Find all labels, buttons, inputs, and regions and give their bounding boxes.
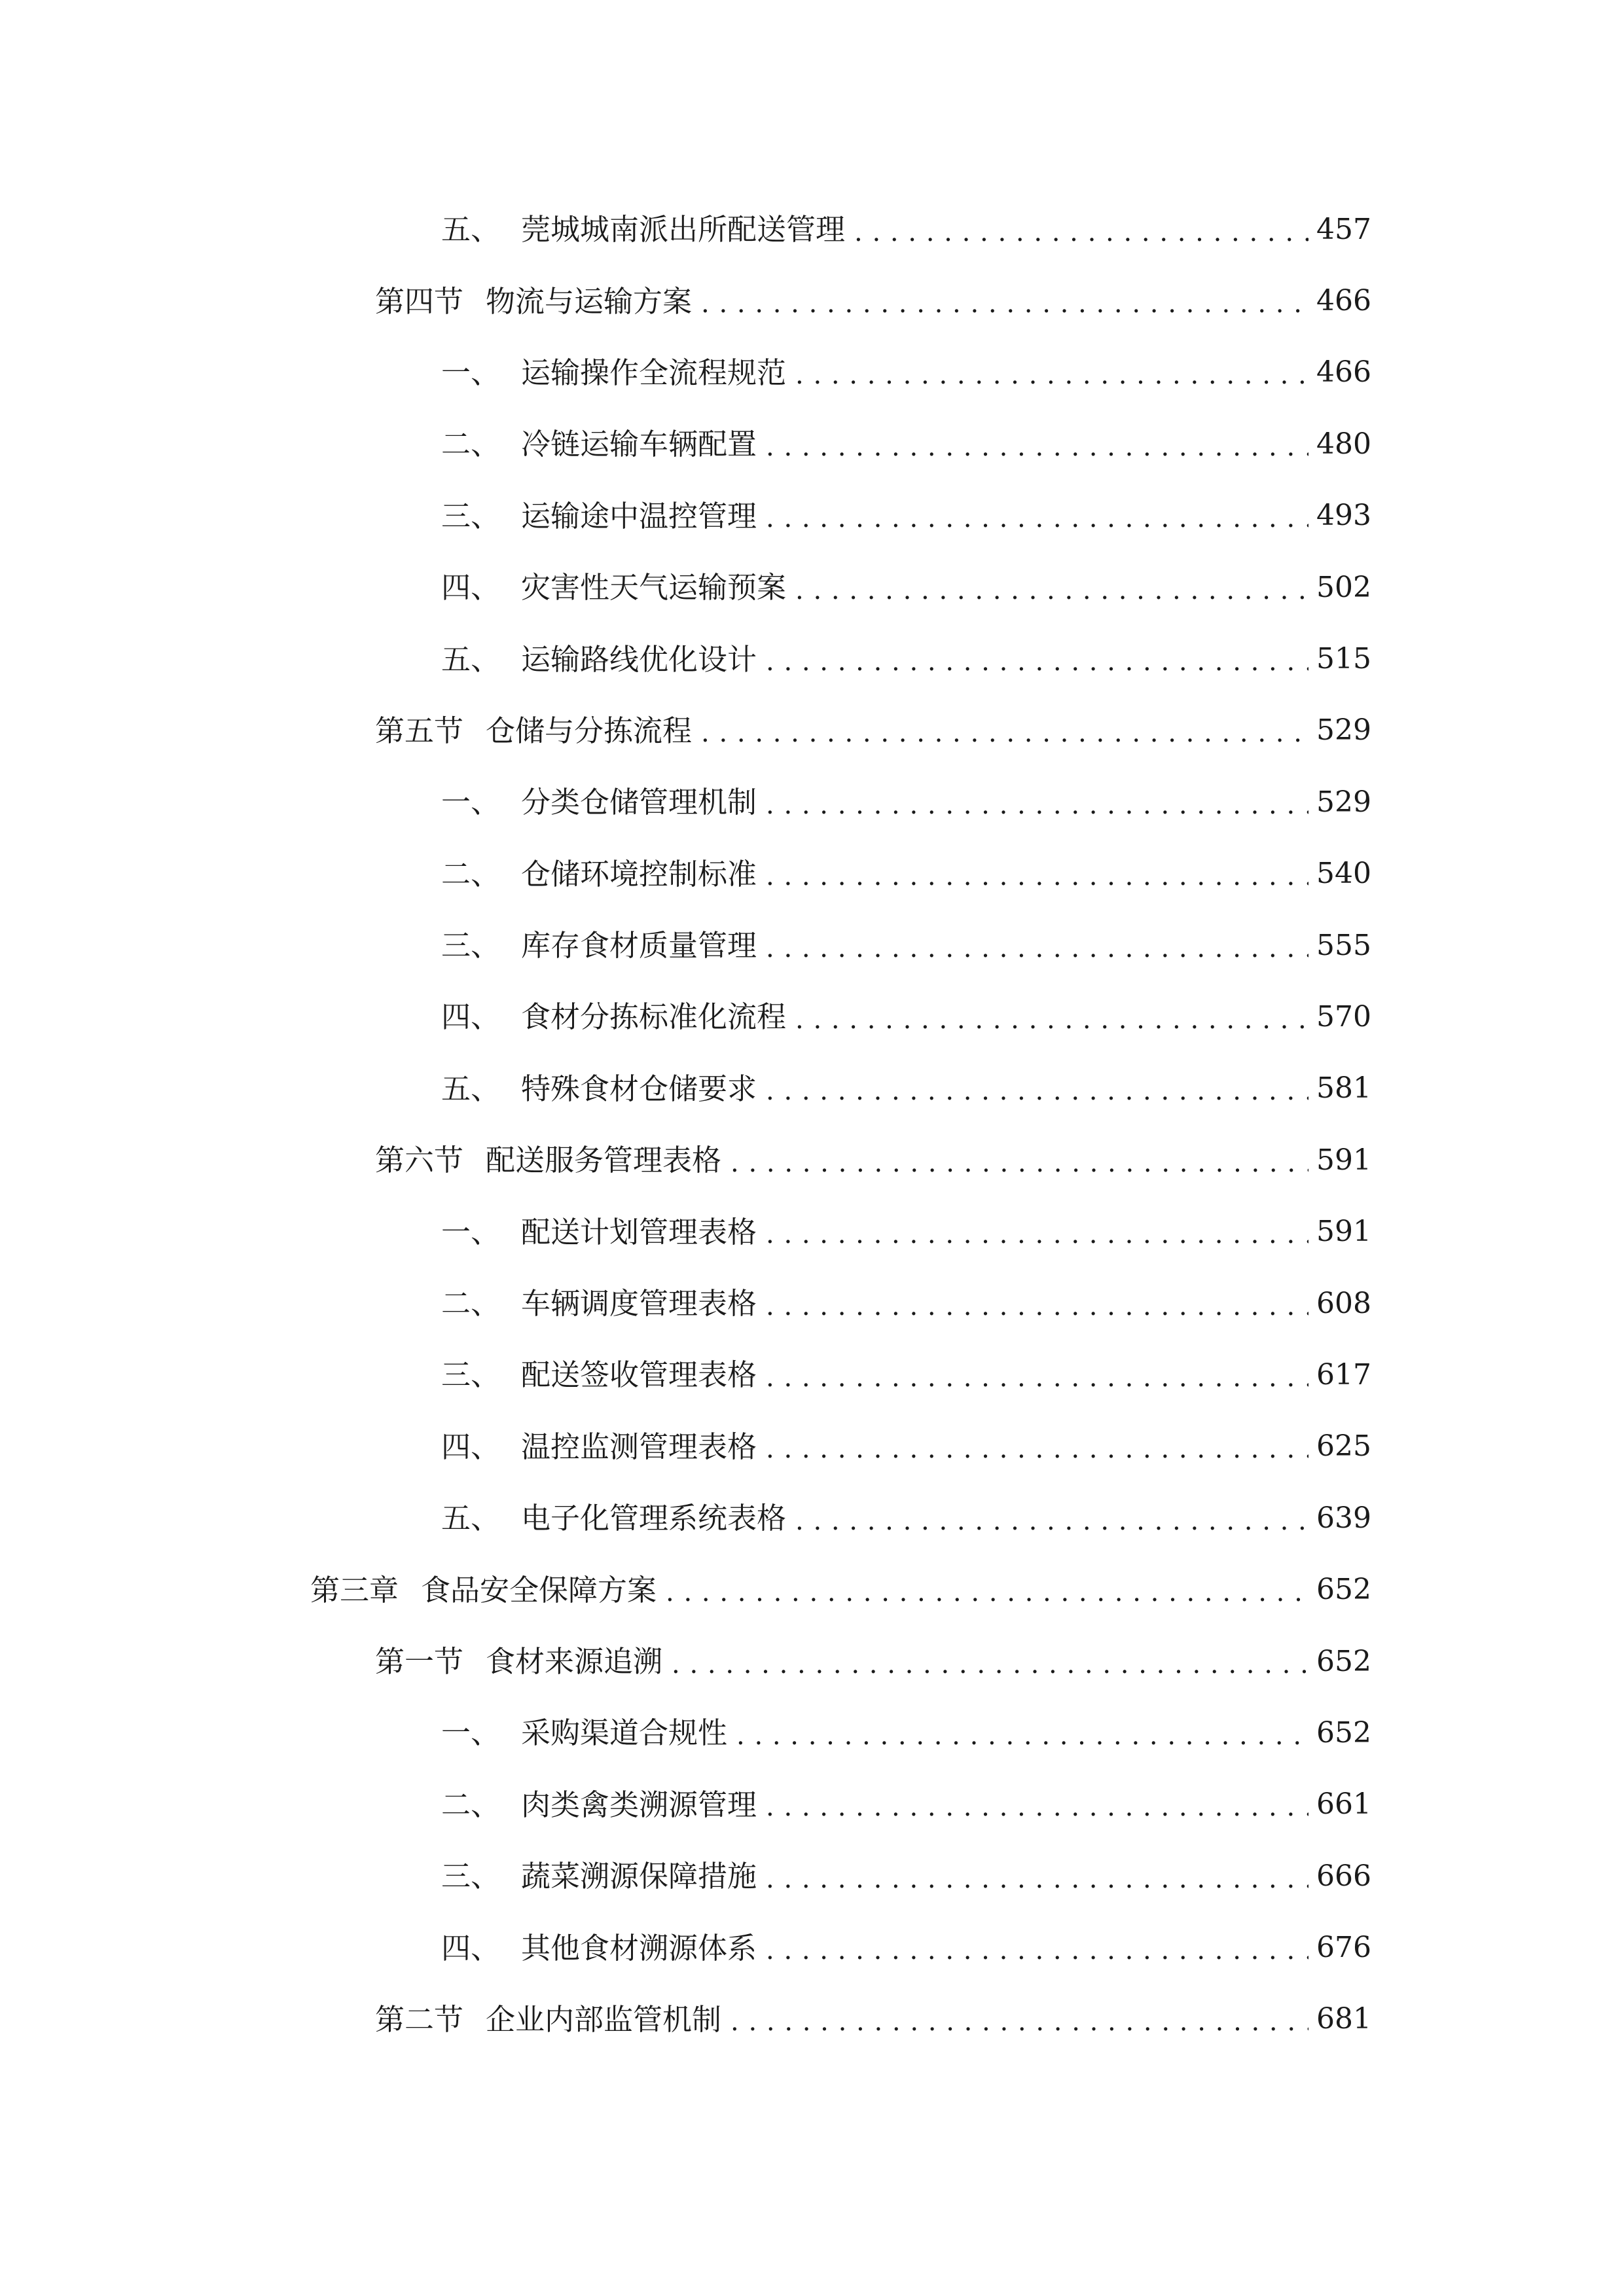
- toc-entry-title: 企业内部监管机制: [486, 2001, 722, 2037]
- toc-entry-page: 661: [1316, 1787, 1371, 1821]
- toc-entry-number: 四、: [441, 1429, 501, 1464]
- toc-entry-page: 480: [1316, 427, 1371, 461]
- toc-dot-leader: [766, 1221, 1308, 1247]
- toc-entry[interactable]: [0, 1769, 1624, 1840]
- toc-dot-leader: [672, 1651, 1308, 1677]
- toc-dot-leader: [766, 1078, 1308, 1104]
- toc-entry-title: 食材分拣标准化流程: [521, 999, 787, 1035]
- toc-entry-number: 四、: [441, 570, 501, 605]
- toc-entry-title: 食品安全保障方案: [421, 1572, 657, 1607]
- toc-dot-leader: [766, 1365, 1308, 1391]
- toc-dot-leader: [795, 362, 1308, 388]
- toc-entry-title: 配送签收管理表格: [521, 1357, 757, 1393]
- toc-entry-page: 502: [1316, 570, 1371, 604]
- toc-dot-leader: [795, 1007, 1308, 1033]
- toc-entry-title: 其他食材溯源体系: [521, 1930, 757, 1965]
- toc-entry-title: 配送服务管理表格: [486, 1143, 722, 1178]
- toc-entry-title: 食材来源追溯: [486, 1644, 663, 1679]
- toc-entry[interactable]: [0, 838, 1624, 910]
- toc-entry-page: 625: [1316, 1429, 1371, 1463]
- toc-entry-number: 三、: [441, 1357, 501, 1393]
- toc-entry-title: 运输途中温控管理: [521, 498, 757, 533]
- toc-entry-number: 一、: [441, 1214, 501, 1249]
- toc-dot-leader: [854, 219, 1308, 245]
- toc-entry[interactable]: [0, 623, 1624, 694]
- toc-entry-number: 一、: [441, 1715, 501, 1751]
- toc-entry-number: 五、: [441, 641, 501, 677]
- toc-entry-title: 库存食材质量管理: [521, 928, 757, 963]
- toc-entry[interactable]: [0, 981, 1624, 1052]
- toc-entry[interactable]: [0, 1554, 1624, 1625]
- toc-entry[interactable]: [0, 1053, 1624, 1124]
- toc-entry-page: 540: [1316, 857, 1371, 891]
- toc-dot-leader: [766, 1866, 1308, 1892]
- toc-entry-title: 车辆调度管理表格: [521, 1286, 757, 1321]
- toc-entry-page: 652: [1316, 1644, 1371, 1678]
- toc-entry-page: 591: [1316, 1143, 1371, 1177]
- toc-entry-title: 温控监测管理表格: [521, 1429, 757, 1464]
- toc-entry-title: 仓储与分拣流程: [486, 713, 693, 748]
- toc-entry[interactable]: [0, 194, 1624, 265]
- toc-entry[interactable]: [0, 1482, 1624, 1554]
- toc-entry-title: 配送计划管理表格: [521, 1214, 757, 1249]
- toc-entry-page: 529: [1316, 713, 1371, 747]
- toc-entry[interactable]: [0, 1196, 1624, 1267]
- toc-entry[interactable]: [0, 766, 1624, 838]
- toc-entry-number: 一、: [441, 355, 501, 390]
- toc-dot-leader: [766, 935, 1308, 961]
- toc-entry[interactable]: [0, 480, 1624, 552]
- toc-dot-leader: [766, 792, 1308, 818]
- toc-dot-leader: [766, 1794, 1308, 1820]
- toc-entry-number: 第六节: [375, 1143, 464, 1178]
- toc-dot-leader: [701, 291, 1308, 317]
- toc-entry[interactable]: [0, 1912, 1624, 1983]
- toc-entry-title: 运输操作全流程规范: [521, 355, 787, 390]
- toc-entry[interactable]: [0, 1268, 1624, 1339]
- toc-entry-title: 灾害性天气运输预案: [521, 570, 787, 605]
- toc-entry[interactable]: [0, 1124, 1624, 1196]
- toc-entry-title: 分类仓储管理机制: [521, 785, 757, 820]
- toc-entry-title: 特殊食材仓储要求: [521, 1071, 757, 1106]
- toc-dot-leader: [766, 1436, 1308, 1462]
- toc-entry-title: 仓储环境控制标准: [521, 856, 757, 891]
- toc-entry-number: 五、: [441, 1501, 501, 1536]
- toc-dot-leader: [766, 1293, 1308, 1319]
- toc-entry-number: 二、: [441, 427, 501, 462]
- toc-entry-title: 肉类禽类溯源管理: [521, 1787, 757, 1822]
- toc-entry-title: 物流与运输方案: [486, 283, 693, 319]
- toc-entry[interactable]: [0, 1339, 1624, 1410]
- toc-entry-page: 676: [1316, 1931, 1371, 1965]
- toc-entry-page: 570: [1316, 999, 1371, 1033]
- toc-entry-number: 四、: [441, 999, 501, 1035]
- toc-entry-page: 591: [1316, 1215, 1371, 1249]
- toc-dot-leader: [795, 577, 1308, 603]
- toc-entry[interactable]: [0, 1984, 1624, 2055]
- toc-entry[interactable]: [0, 408, 1624, 480]
- toc-entry-page: 457: [1316, 212, 1371, 246]
- toc-entry-page: 652: [1316, 1573, 1371, 1607]
- toc-entry-title: 运输路线优化设计: [521, 641, 757, 677]
- toc-dot-leader: [701, 720, 1308, 746]
- toc-entry[interactable]: [0, 1626, 1624, 1697]
- toc-entry-page: 466: [1316, 355, 1371, 389]
- toc-entry-title: 冷链运输车辆配置: [521, 427, 757, 462]
- toc-dot-leader: [766, 863, 1308, 889]
- toc-entry-title: 蔬菜溯源保障措施: [521, 1859, 757, 1894]
- toc-entry-page: 466: [1316, 284, 1371, 318]
- toc-entry-number: 五、: [441, 212, 501, 247]
- toc-entry-number: 二、: [441, 1286, 501, 1321]
- toc-dot-leader: [795, 1508, 1308, 1534]
- toc-entry-number: 五、: [441, 1071, 501, 1106]
- toc-entry-page: 652: [1316, 1715, 1371, 1749]
- toc-entry-page: 555: [1316, 928, 1371, 962]
- toc-entry-page: 581: [1316, 1071, 1371, 1105]
- toc-entry-page: 666: [1316, 1859, 1371, 1893]
- toc-entry-number: 三、: [441, 928, 501, 963]
- toc-entry-page: 529: [1316, 785, 1371, 819]
- toc-entry-title: 电子化管理系统表格: [521, 1501, 787, 1536]
- toc-entry-number: 一、: [441, 785, 501, 820]
- toc-entry-number: 三、: [441, 498, 501, 533]
- table-of-contents: [0, 194, 1624, 2055]
- toc-entry-title: 莞城城南派出所配送管理: [521, 212, 846, 247]
- toc-entry[interactable]: [0, 1840, 1624, 1912]
- toc-entry-page: 617: [1316, 1357, 1371, 1391]
- toc-entry-number: 二、: [441, 1787, 501, 1822]
- toc-entry-number: 第五节: [375, 713, 464, 748]
- toc-entry-page: 608: [1316, 1286, 1371, 1320]
- toc-entry-number: 二、: [441, 856, 501, 891]
- toc-entry[interactable]: [0, 1411, 1624, 1482]
- toc-entry-number: 三、: [441, 1859, 501, 1894]
- toc-dot-leader: [666, 1579, 1308, 1605]
- toc-entry-page: 681: [1316, 2002, 1371, 2036]
- toc-entry[interactable]: [0, 695, 1624, 766]
- toc-entry[interactable]: [0, 910, 1624, 981]
- toc-entry[interactable]: [0, 552, 1624, 623]
- toc-dot-leader: [766, 434, 1308, 460]
- toc-entry[interactable]: [0, 337, 1624, 408]
- toc-entry-title: 采购渠道合规性: [521, 1715, 728, 1751]
- toc-dot-leader: [731, 2009, 1308, 2035]
- toc-entry-number: 第四节: [375, 283, 464, 319]
- toc-dot-leader: [736, 1723, 1308, 1749]
- toc-entry[interactable]: [0, 1697, 1624, 1768]
- toc-entry-page: 515: [1316, 642, 1371, 676]
- toc-dot-leader: [766, 505, 1308, 531]
- toc-dot-leader: [731, 1150, 1308, 1176]
- toc-entry[interactable]: [0, 265, 1624, 336]
- toc-entry-number: 第二节: [375, 2001, 464, 2037]
- toc-entry-page: 493: [1316, 499, 1371, 533]
- toc-entry-page: 639: [1316, 1501, 1371, 1535]
- toc-entry-number: 第一节: [375, 1644, 464, 1679]
- toc-entry-number: 四、: [441, 1930, 501, 1965]
- toc-entry-number: 第三章: [310, 1572, 399, 1607]
- toc-dot-leader: [766, 649, 1308, 675]
- toc-dot-leader: [766, 1937, 1308, 1964]
